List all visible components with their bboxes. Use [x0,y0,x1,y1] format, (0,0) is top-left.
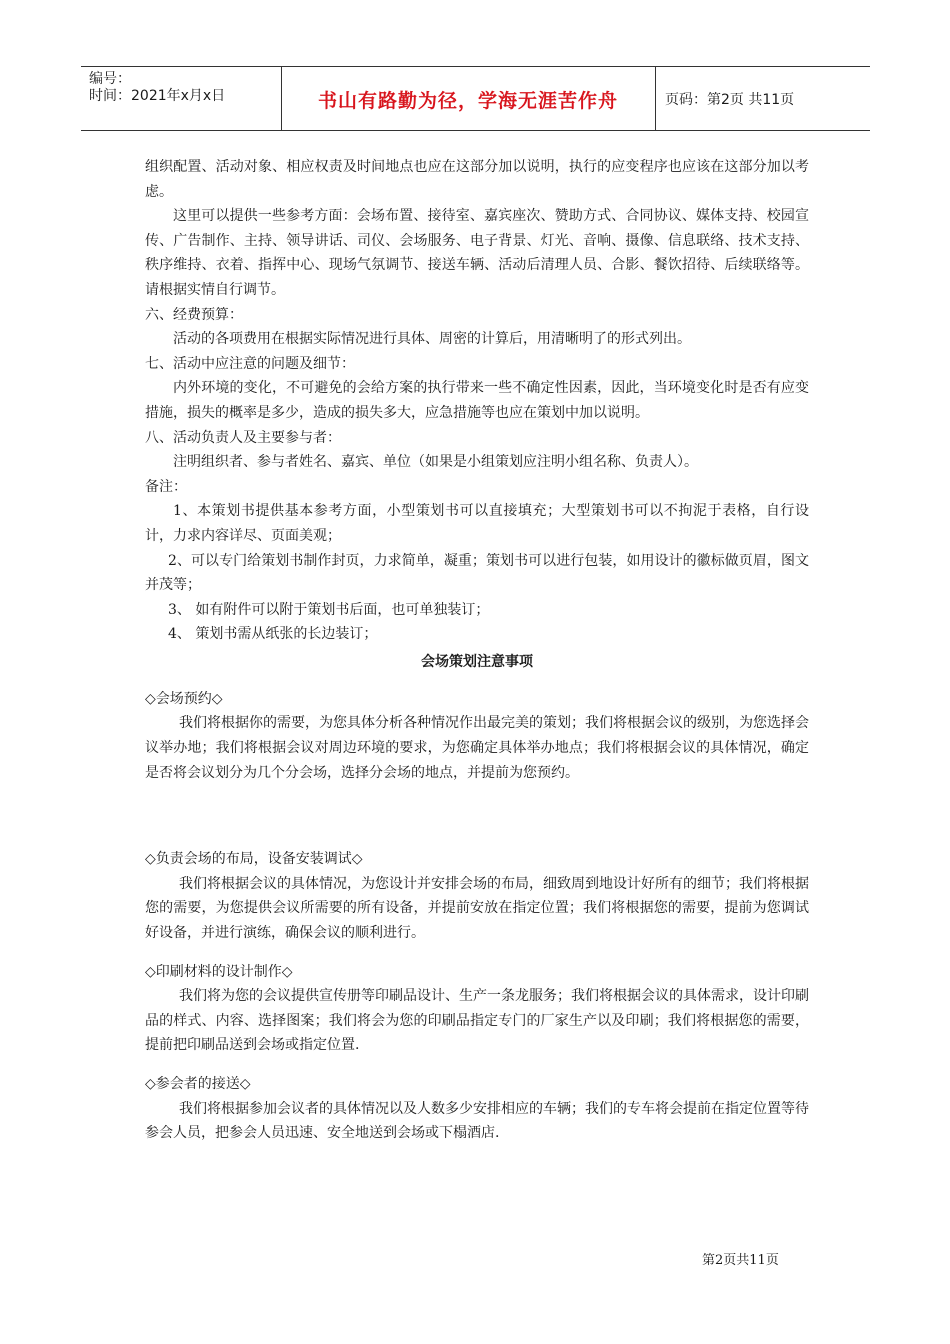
paragraph: 这里可以提供一些参考方面：会场布置、接待室、嘉宾座次、赞助方式、合同协议、媒体支持、校园宣传、广告制作、主持、领导讲话、司仪、会场服务、电子背景、灯光、音响、摄像、信息联络、技术支持、秩序维持、衣着、指挥中心、现场气氛调节、接送车辆、活动后清理人员、合影、餐饮招待、后续联络等。请根据实情自行调节。 [145,208,809,298]
paragraph: 我们将为您的会议提供宣传册等印刷品设计、生产一条龙服务；我们将根据会议的具体需求，设计印刷品的样式、内容、选择图案；我们将会为您的印刷品指定专门的厂家生产以及印刷；我们将根据您的需要，提前把印刷品送到会场或指定位置. [145,988,809,1054]
paragraph: 活动的各项费用在根据实际情况进行具体、周密的计算后，用清晰明了的形式列出。 [173,331,691,348]
heading-responsible: 八、活动负责人及主要参与者： [145,429,341,446]
header-motto: 书山有路勤为径，学海无涯苦作舟 [317,90,618,112]
remark-item: 3、 如有附件可以附于策划书后面，也可单独装订； [168,601,490,618]
header-divider [655,67,656,130]
page-header [81,66,870,131]
page-footer: 第2页共11页 [702,1253,779,1268]
paragraph: 我们将根据参加会议者的具体情况以及人数多少安排相应的车辆；我们的专车将会提前在指定位置等待参会人员，把参会人员迅速、安全地送到会场或下榻酒店. [145,1100,809,1142]
remark-label: 备注： [145,478,187,495]
subsection-title: ◇参会者的接送◇ [145,1076,251,1092]
document-date: 时间：2021年x月x日 [89,88,226,104]
header-meta [89,71,279,105]
subsection-title: ◇印刷材料的设计制作◇ [145,963,293,980]
remark-item: 2、可以专门给策划书制作封页，力求简单，凝重；策划书可以进行包装，如用设计的徽标做页眉，图文并茂等； [145,552,809,594]
heading-budget: 六、经费预算： [145,306,243,323]
document-body [145,155,809,1146]
paragraph: 组织配置、活动对象、相应权责及时间地点也应在这部分加以说明，执行的应变程序也应该在这部分加以考虑。 [145,159,809,200]
subsection-title: ◇会场预约◇ [145,690,223,707]
heading-notes: 七、活动中应注意的问题及细节： [145,355,355,372]
paragraph: 内外环境的变化，不可避免的会给方案的执行带来一些不确定性因素，因此，当环境变化时是否有应变措施，损失的概率是多少，造成的损失多大，应急措施等也应在策划中加以说明。 [145,380,809,421]
header-page-number: 页码：第2页 共11页 [665,92,795,108]
remark-item: 4、 策划书需从纸张的长边装订； [168,626,378,643]
subsection-title: ◇负责会场的布局，设备安装调试◇ [145,851,363,868]
section-title: 会场策划注意事项 [421,653,533,670]
paragraph: 我们将根据你的需要，为您具体分析各种情况作出最完美的策划；我们将根据会议的级别，为您选择会议举办地；我们将根据会议对周边环境的要求，为您确定具体举办地点；我们将根据会议的具体情况，确定是否将会议划分为几个分会场，选择分会场的地点，并提前为您预约。 [145,715,809,781]
document-number: 编号： [89,71,131,87]
paragraph: 我们将根据会议的具体情况，为您设计并安排会场的布局，细致周到地设计好所有的细节；我们将根据您的需要，为您提供会议所需要的所有设备，并提前安放在指定位置；我们将根据您的需要，提前为您调试好设备，并进行演练，确保会议的顺利进行。 [145,875,809,942]
paragraph: 注明组织者、参与者姓名、嘉宾、单位（如果是小组策划应注明小组名称、负责人）。 [173,454,698,471]
remark-item: 1、本策划书提供基本参考方面，小型策划书可以直接填充；大型策划书可以不拘泥于表格，自行设计，力求内容详尽、页面美观； [145,503,809,544]
